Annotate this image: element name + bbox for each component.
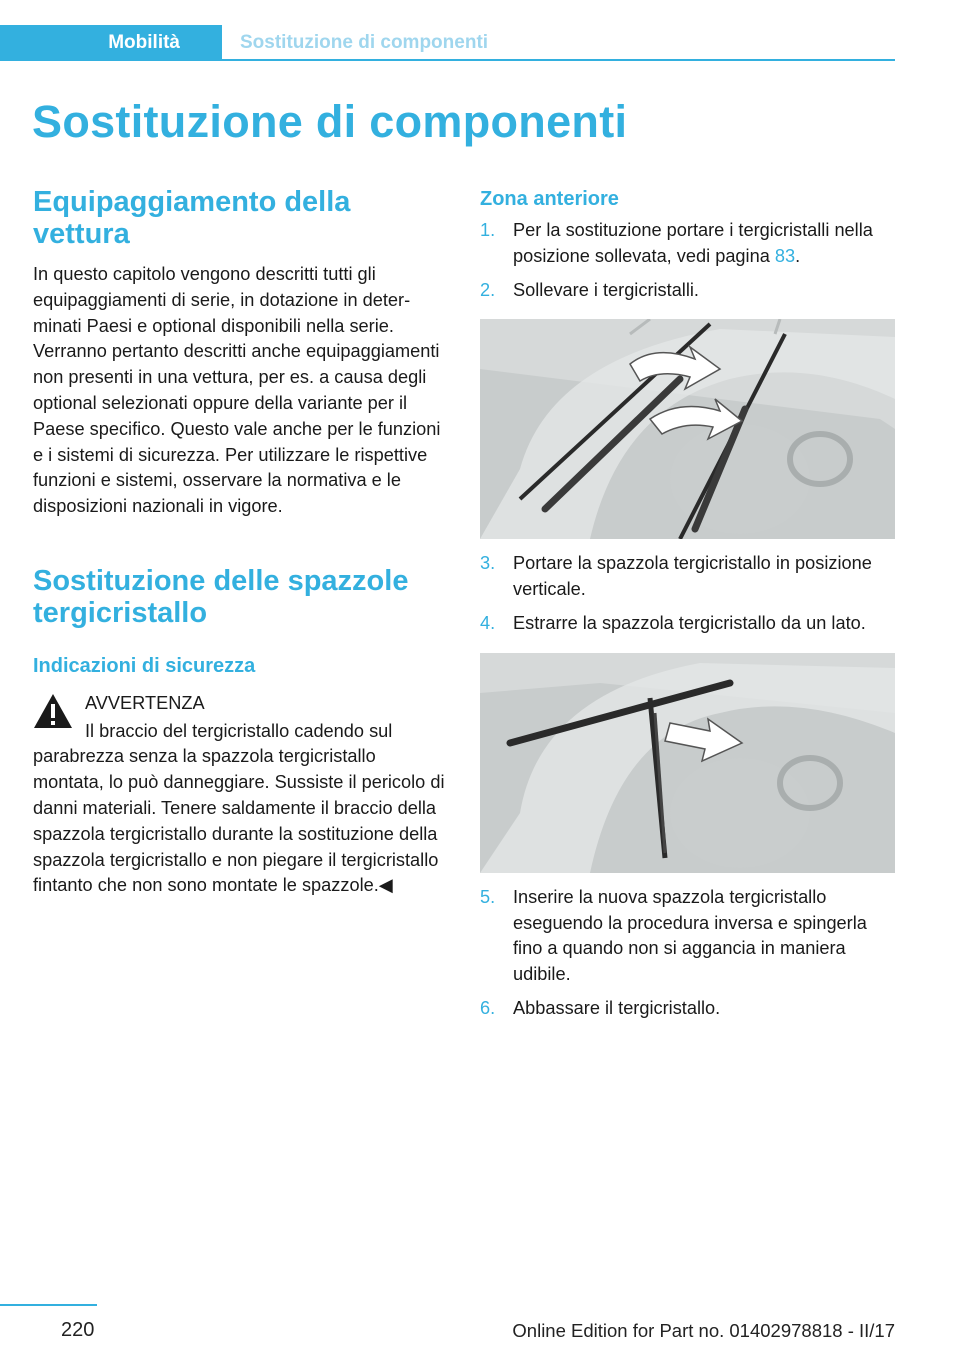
- chapter-tab[interactable]: [0, 25, 222, 61]
- step-text: Abbassare il tergicristallo.: [513, 997, 721, 1018]
- wiper-raised-figure: [480, 319, 895, 539]
- step-number: 1.: [480, 220, 496, 240]
- chapter-label: Mobilità: [108, 32, 180, 53]
- step-item: [480, 885, 895, 988]
- front-zone-heading: Zona anteriore: [480, 188, 619, 210]
- warning-title: AVVERTENZA: [85, 692, 205, 713]
- page-title: Sostituzione di componenti: [32, 96, 628, 147]
- wiper-removal-figure: [480, 653, 895, 873]
- step-item: [480, 611, 895, 637]
- step-text: Per la sostituzione portare i tergicristalli nella posizione sollevata, vedi pagina: [513, 220, 873, 266]
- footer-divider: [0, 1304, 97, 1306]
- step-text-end: .: [795, 245, 801, 266]
- step-number: 2.: [480, 279, 496, 300]
- wiper-heading: Sostituzione delle spazzole tergicristallo: [33, 564, 409, 630]
- page-number: 220: [61, 1319, 95, 1341]
- section-label: Sostituzione di componenti: [240, 32, 489, 53]
- step-number: 5.: [480, 886, 496, 907]
- step-number: 3.: [480, 553, 496, 574]
- warning-block: [33, 691, 448, 899]
- step-number: 6.: [480, 997, 496, 1018]
- header-divider: [222, 59, 895, 61]
- steps-list-a: [480, 218, 895, 303]
- right-column: [480, 186, 895, 1022]
- step-text: Sollevare i tergicristalli.: [513, 279, 699, 300]
- step-number: 4.: [480, 612, 496, 633]
- step-item: [480, 218, 895, 270]
- steps-list-b: [480, 551, 895, 636]
- step-item: [480, 551, 895, 603]
- page-link[interactable]: 83: [774, 245, 796, 266]
- warning-triangle-icon: [33, 693, 73, 729]
- step-item: [480, 278, 895, 304]
- warning-text: Il braccio del tergicristallo cadendo sul parabrezza senza la spazzola tergicristallo montata, lo può danneggiare. Sussiste il pericolo di danni materiali. Tenere saldamente il braccio della spazzola tergicristallo durante la sostituzione della spazzola tergicristallo e non piegare il tergicristallo fintanto che non sono montate le spazzole.◀: [33, 720, 445, 896]
- safety-heading: Indicazioni di sicurezza: [33, 654, 256, 677]
- steps-list-c: [480, 885, 895, 1022]
- edition-label: Online Edition for Part no. 01402978818 - II/17: [512, 1320, 895, 1341]
- equipment-text: In questo capitolo vengono descritti tutti gli equipaggiamenti di serie, in dotazione in determinati Paesi e optional disponibili nella serie. Verranno pertanto descritti anche equipaggiamenti non presenti in una vettura, per es. a causa degli optional selezionati oppure della variante per il Paese specifico. Questo vale anche per le funzioni e i sistemi di sicurezza. Per utilizzare le rispettive funzioni e sistemi, osservare la normativa e le disposizioni nazionali in vigore.: [33, 263, 441, 517]
- step-text: Portare la spazzola tergicristallo in posizione verticale.: [513, 553, 872, 600]
- step-text: Inserire la nuova spazzola tergicristallo eseguendo la procedura inversa e spingerla fino a quando non si aggancia in maniera udibile.: [513, 886, 867, 985]
- equipment-heading: Equipaggiamento della vettura: [33, 186, 351, 251]
- step-text: Estrarre la spazzola tergicristallo da un lato.: [513, 612, 866, 633]
- left-column: [33, 186, 448, 899]
- step-item: [480, 996, 895, 1022]
